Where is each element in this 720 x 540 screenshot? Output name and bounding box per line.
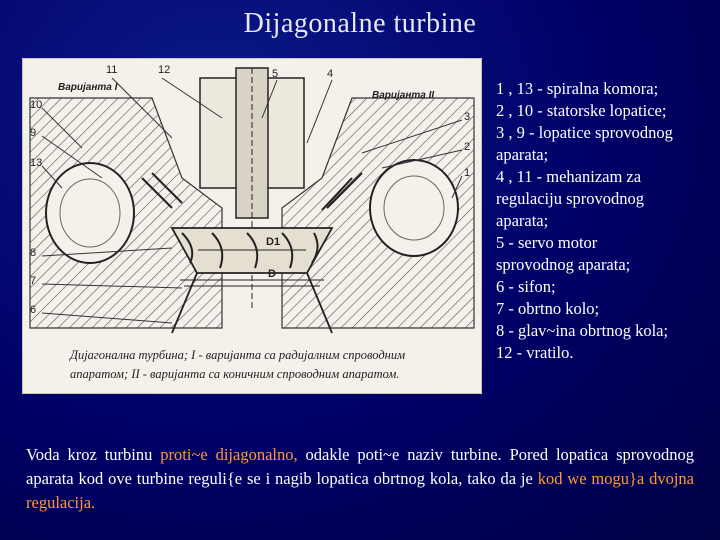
- turbine-drawing: [22, 58, 482, 394]
- fig-label-6: 6: [30, 304, 37, 316]
- legend-line: aparata;: [496, 145, 549, 164]
- paragraph-text: Voda kroz turbinu: [26, 445, 161, 464]
- fig-label-3: 3: [464, 111, 471, 123]
- fig-label-variant-2: Варијанта II: [372, 90, 435, 101]
- legend-line: aparata;: [496, 211, 549, 230]
- fig-label-8: 8: [30, 247, 37, 259]
- legend-line: 3 , 9 - lopatice sprovodnog: [496, 123, 673, 142]
- legend-line: 2 , 10 - statorske lopatice;: [496, 101, 667, 120]
- description-paragraph: [26, 443, 694, 515]
- legend-line: 7 - obrtno kolo;: [496, 299, 600, 318]
- legend-line: 12 - vratilo.: [496, 343, 574, 362]
- legend-line: sprovodnog aparata;: [496, 255, 631, 274]
- fig-label-10: 10: [30, 99, 43, 111]
- fig-label-2: 2: [464, 141, 471, 153]
- legend-line: 1 , 13 - spiralna komora;: [496, 79, 659, 98]
- fig-label-9: 9: [30, 127, 37, 139]
- fig-label-5: 5: [272, 68, 279, 80]
- fig-label-7: 7: [30, 275, 37, 287]
- fig-label-1: 1: [464, 167, 471, 179]
- figure-caption-line-1: Дијагонална турбина; I - варијанта са радијалним спроводним: [70, 348, 406, 362]
- legend-line: regulaciju sprovodnog: [496, 189, 645, 208]
- legend-line: 5 - servo motor: [496, 233, 598, 252]
- legend-list: [496, 78, 714, 364]
- legend-line: 6 - sifon;: [496, 277, 556, 296]
- fig-label-13: 13: [30, 157, 43, 169]
- fig-label-12: 12: [158, 64, 171, 76]
- fig-label-11: 11: [106, 64, 118, 76]
- page-title: Dijagonalne turbine: [243, 8, 477, 39]
- fig-label-d1: D1: [266, 236, 281, 248]
- paragraph-highlight: kod we mogu}a dvojna regulacija.: [26, 469, 694, 512]
- legend-line: 4 , 11 - mehanizam za: [496, 167, 642, 186]
- figure-caption: [70, 346, 480, 384]
- fig-label-d: D: [268, 268, 276, 280]
- turbine-cross-section-figure: [22, 58, 482, 394]
- paragraph-highlight: proti~e dijagonalno,: [160, 445, 298, 464]
- legend-line: 8 - glav~ina obrtnog kola;: [496, 321, 669, 340]
- figure-caption-line-2: апаратом; II - варијанта са коничним спроводним апаратом.: [70, 367, 400, 381]
- paragraph-text: odakle poti~e naziv turbine. Pored lopatica sprovodnog aparata kod ove turbine reguli{e se i nagib lopatica obrtnog kola, tako da je: [26, 445, 694, 488]
- fig-label-4: 4: [327, 68, 334, 80]
- fig-label-variant-1: Варијанта I: [58, 82, 118, 93]
